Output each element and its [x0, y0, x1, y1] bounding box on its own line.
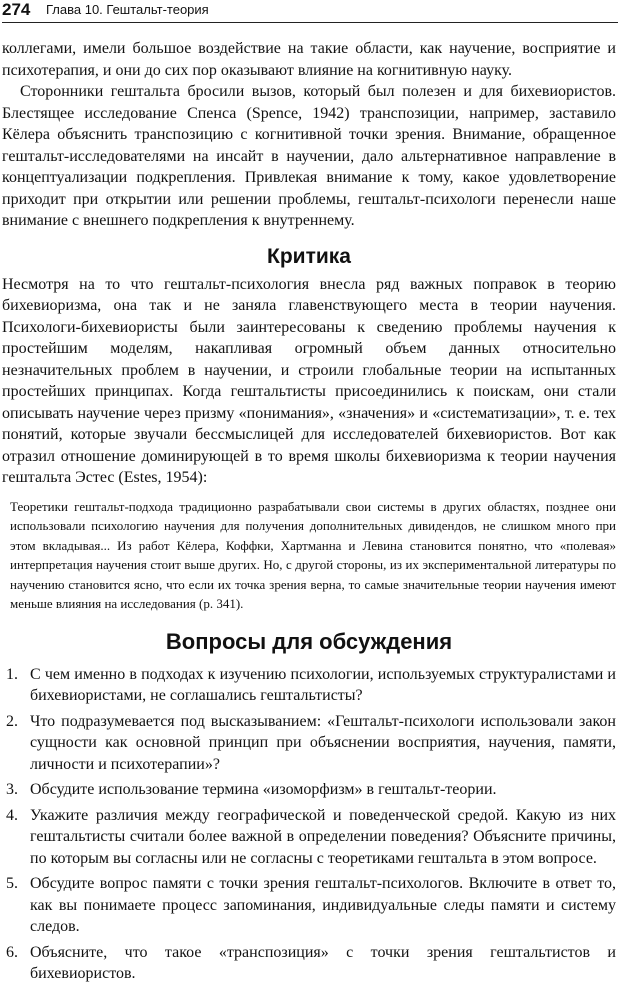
- question-item: [2, 664, 616, 707]
- question-item: [2, 805, 616, 870]
- question-number: 5.: [6, 875, 18, 892]
- questions-list: [2, 664, 616, 985]
- header-rule: [2, 22, 618, 23]
- question-item: [2, 711, 616, 776]
- question-text: Обсудите использование термина «изоморфизм» в гештальт-теории.: [30, 781, 497, 798]
- page-number: 274: [2, 0, 31, 19]
- questions-heading: Вопросы для обсуждения: [165, 628, 453, 654]
- block-quote: Теоретики гештальт-подхода традиционно разрабатывали свои системы в других областях, позднее они использовали психологию научения для получения дополнительных дивидендов, не слишком много при этом вкладывая... Из работ Кёлера, Коффки, Хартманна и Левина становится понятно, что «полевая» интерпретация научения стоит выше других. Но, с другой стороны, из их экспериментальной литературы по научению становится ясно, что если их точка зрения верна, то самые значительные теории научения имеют меньше влияния на исследования (p. 341).: [10, 498, 616, 611]
- question-text: С чем именно в подходах к изучению психологии, используемых структуралистами и бихевиористами, не соглашались гештальтисты?: [30, 665, 616, 704]
- question-item: [2, 942, 616, 985]
- question-number: 6.: [6, 943, 18, 961]
- chapter-title: Глава 10. Гештальт-теория: [46, 2, 209, 17]
- question-item: [2, 779, 616, 801]
- question-number: 4.: [6, 806, 18, 824]
- running-header: [2, 0, 618, 26]
- question-text: Что подразумевается под высказыванием: «Гештальт-психологи использовали закон сущности как основной принцип при объяснении восприятия, научения, памяти, личности и психотерапии»?: [30, 712, 616, 773]
- question-text: Обсудите вопрос памяти с точки зрения гештальт-психологов. Включите в ответ то, как вы понимаете процесс запоминания, индивидуальные следы памяти и систему следов.: [30, 875, 616, 935]
- question-text: Объясните, что такое «транспозиция» с точки зрения гештальтистов и бихевиористов.: [30, 943, 616, 982]
- question-number: 1.: [6, 665, 18, 683]
- question-number: 3.: [6, 781, 18, 798]
- question-number: 2.: [6, 712, 18, 730]
- page-body: [2, 38, 616, 989]
- critique-heading: Критика: [267, 244, 351, 268]
- question-item: [2, 873, 616, 938]
- paragraph-challenge: Сторонники гештальта бросили вызов, который был полезен и для бихевиористов. Блестящее исследование Спенса (Spence, 1942) транспозиции, например, заставило Кёлера объяснить транспозицию с когнитивной точки зрения. Внимание, обращенное гештальт-исследователями на инсайт в научении, дало альтернативное направление в концептуализации подкрепления. Привлекая внимание к тому, какое удовлетворение приходит при открытии или решении проблемы, гештальт-психологи перенесли наше внимание с внешнего подкрепления к внутреннему.: [2, 83, 616, 229]
- critique-paragraph: Несмотря на то что гештальт-психология внесла ряд важных поправок в теорию бихевиоризма, она так и не заняла главенствующего места в теории научения. Психологи-бихевиористы были заинтересованы к сведению проблемы научения к простейшим моделям, накапливая огромный объем данных относительно незначительных проблем в научении, и строили глобальные теории на испытанных простейших принципах. Когда гештальтисты присоединились к поискам, они стали описывать научение через призму «понимания», «значения» и «систематизации», т. е. тех понятий, которые звучали бессмыслицей для исследователей бихевиористов. Вот как отразил отношение доминирующей в то время школы бихевиоризма к теории научения гештальта Эстес (Estes, 1954):: [2, 275, 616, 486]
- paragraph-continued: коллегами, имели большое воздействие на такие области, как научение, восприятие и психотерапия, и они до сих пор оказывают влияние на когнитивную науку.: [2, 40, 616, 79]
- question-text: Укажите различия между географической и поведенческой средой. Какую из них гештальтисты считали более важной в определении поведения? Объясните причины, по которым вы согласны или не согласны с теоретиками гештальта в этом вопросе.: [30, 806, 616, 867]
